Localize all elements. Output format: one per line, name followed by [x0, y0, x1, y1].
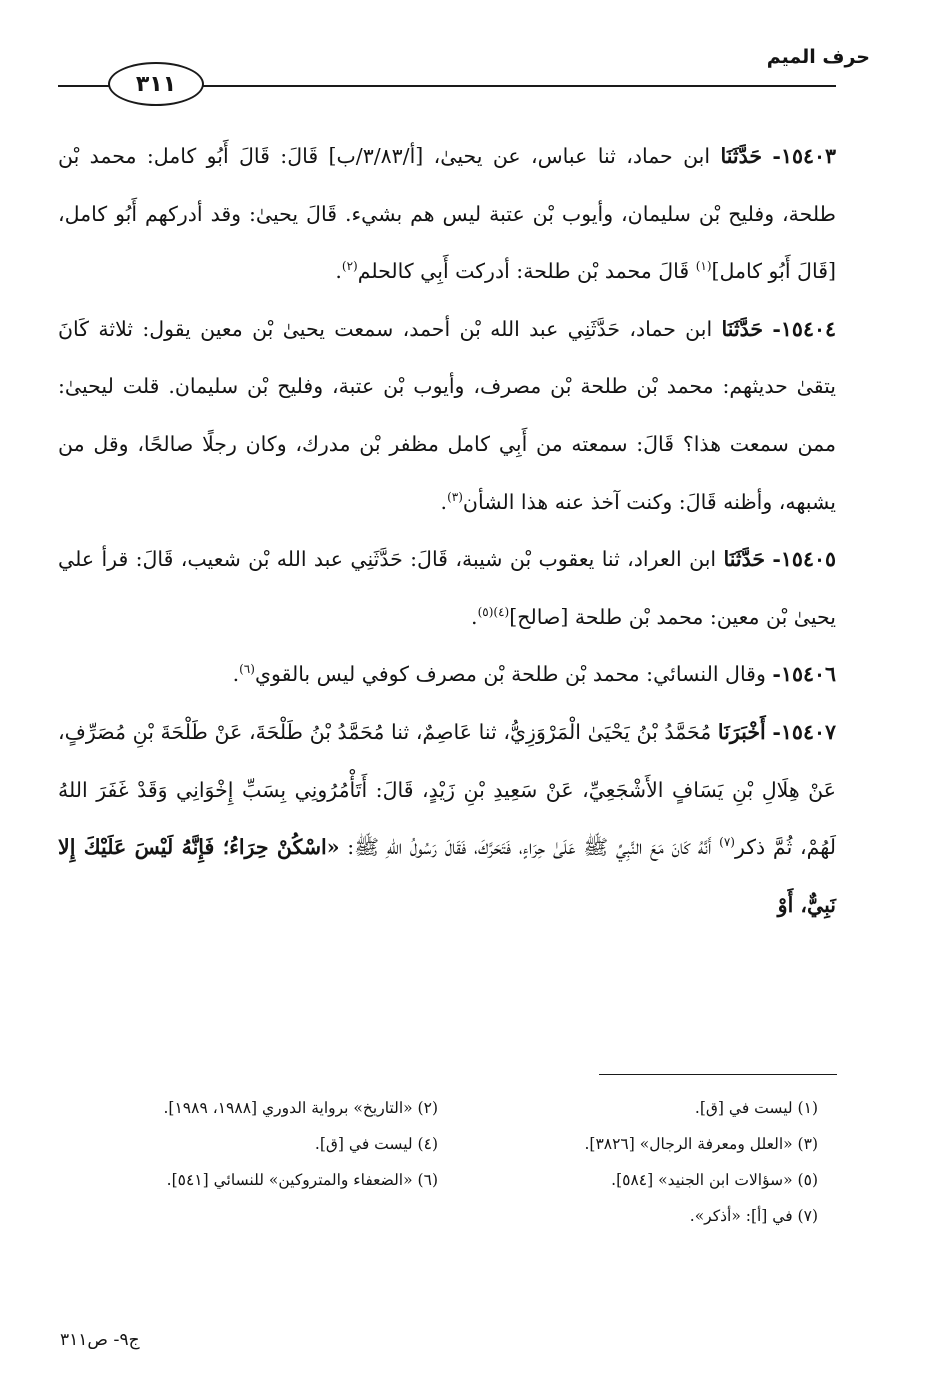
footnote-text: «الضعفاء والمتروكين» للنسائي [٥٤١]. — [166, 1171, 413, 1189]
page-number-text: ٣١١ — [135, 71, 177, 97]
footnote-rule — [599, 1074, 837, 1075]
footnote-7 — [438, 1198, 818, 1234]
footnote-ref[interactable]: (٦) — [239, 662, 255, 677]
footnote-6 — [58, 1162, 438, 1198]
footnote-text: «التاريخ» برواية الدوري [١٩٨٨، ١٩٨٩]. — [163, 1099, 413, 1117]
footnote-ref[interactable]: (٧) — [719, 835, 735, 850]
hadith-text-cont: . — [232, 662, 240, 687]
footnote-number: (٤) — [417, 1135, 438, 1153]
hadith-number: ١٥٤٠٦- — [772, 662, 836, 687]
footnote-ref[interactable]: (٣) — [447, 489, 463, 504]
footnote-ref[interactable]: (٢) — [341, 259, 358, 274]
transmission-word: أَخْبَرَنَا — [717, 719, 766, 744]
transmission-word: حَدَّثَنَا — [721, 316, 764, 341]
prophetic-quote: «اسْكُنْ حِرَاءُ؛ فَإِنَّهُ لَيْسَ عَلَيْكَ إِلا نَبِيٌّ، أَوْ — [58, 835, 836, 917]
chapter-title: حرف الميم — [766, 46, 870, 68]
hadith-text-cont: أَنَّهُ كَانَ مَعَ النَّبِيِّ ﷺ عَلَىٰ حِرَاءٍ، فَتَحَرَّكَ، فَقَالَ رَسُولُ اللهِ ﷺ: — [339, 835, 720, 860]
hadith-text-cont: . — [471, 604, 478, 629]
hadith-number: ١٥٤٠٥- — [772, 547, 836, 572]
footnote-number: (٥) — [797, 1171, 818, 1189]
hadith-15406 — [58, 646, 836, 704]
footnote-text: ليست في [ق]. — [694, 1099, 793, 1117]
hadith-text: ابن العراد، ثنا يعقوب بْن شيبة، قَالَ: حَدَّثَنِي عبد الله بْن شعيب، قَالَ: قرأ علي يحيىٰ بْن معين: محمد بْن طلحة [صالح] — [58, 547, 836, 629]
footnote-3 — [438, 1126, 818, 1162]
transmission-word: حَدَّثَنَا — [720, 144, 763, 168]
footnote-text: «العلل ومعرفة الرجال» [٣٨٢٦]. — [584, 1135, 793, 1153]
page-number — [108, 62, 204, 106]
footnote-row — [58, 1126, 818, 1162]
hadith-15404 — [58, 301, 836, 531]
volume-page-marker: ج٩- ص٣١١ — [60, 1330, 140, 1350]
footnote-number: (١) — [797, 1099, 818, 1117]
hadith-text-end: . — [335, 259, 342, 284]
main-text — [58, 128, 836, 934]
footnote-row — [58, 1198, 818, 1234]
footnote-number: (٧) — [797, 1207, 818, 1225]
hadith-15403 — [58, 128, 836, 301]
hadith-text: ابن حماد، ثنا عباس، عن يحيىٰ، [أ/٣/٨٣/ب] قَالَ: قَالَ أَبُو كامل: محمد بْن طلحة، وفليح بْن سليمان، وأيوب بْن عتبة ليس هم بشيء. قَالَ يحيىٰ: وقد أدركهم أَبُو كامل، [قَالَ أَبُو كامل] — [58, 144, 836, 284]
hadith-number: ١٥٤٠٣- — [772, 144, 836, 168]
footnote-number: (٣) — [797, 1135, 818, 1153]
footnote-2 — [58, 1090, 438, 1126]
footnotes — [58, 1090, 818, 1234]
hadith-number: ١٥٤٠٧- — [772, 719, 836, 744]
footnote-row — [58, 1090, 818, 1126]
hadith-15405 — [58, 531, 836, 646]
hadith-text: مُحَمَّدُ بْنُ يَحْيَىٰ الْمَرْوَزِيُّ، ثنا عَاصِمٌ، ثنا مُحَمَّدُ بْنُ طَلْحَةَ، عَنْ طَلْحَةَ بْنِ مُصَرِّفٍ، عَنْ هِلَالِ بْنِ يَسَافٍ الأَشْجَعِيِّ، عَنْ سَعِيدِ بْنِ زَيْدٍ، قَالَ: أَتَأْمُرُونِي بِسَبِّ إِخْوَانِي وَقَدْ غَفَرَ اللهُ لَهُمْ، ثُمَّ ذكر — [58, 719, 836, 860]
footnote-5 — [438, 1162, 818, 1198]
hadith-text-cont: قَالَ محمد بْن طلحة: أدركت أَبِي كالحلم — [357, 259, 696, 284]
footnote-ref[interactable]: (١) — [695, 259, 712, 274]
footnote-text: ليست في [ق]. — [314, 1135, 413, 1153]
transmission-word: حَدَّثَنَا — [723, 547, 766, 572]
hadith-text: وقال النسائي: محمد بْن طلحة بْن مصرف كوفي ليس بالقوي — [254, 662, 766, 687]
footnote-row — [58, 1162, 818, 1198]
hadith-text-cont: . — [440, 489, 448, 514]
footnote-1 — [438, 1090, 818, 1126]
hadith-text: ابن حماد، حَدَّثَنِي عبد الله بْن أحمد، سمعت يحيىٰ بْن معين يقول: ثلاثة كَانَ يتقىٰ حديثهم: محمد بْن طلحة بْن مصرف، وأيوب بْن عتبة، وفليح بْن سليمان. قلت ليحيىٰ: ممن سمعت هذا؟ قَالَ: سمعته من أَبِي كامل مظفر بْن مدرك، وكان رجلًا صالحًا، وقل من يشبهه، وأظنه قَالَ: وكنت آخذ عنه هذا الشأن — [58, 316, 836, 514]
footnote-text: «سؤالات ابن الجنيد» [٥٨٤]. — [611, 1171, 793, 1189]
footnote-number: (٦) — [417, 1171, 438, 1189]
footnote-ref[interactable]: (٤)(٥) — [477, 604, 510, 619]
footnote-number: (٢) — [417, 1099, 438, 1117]
hadith-number: ١٥٤٠٤- — [772, 316, 836, 341]
footnote-text: في [أ]: «أذكر». — [689, 1207, 793, 1225]
footnote-4 — [58, 1126, 438, 1162]
hadith-15407 — [58, 704, 836, 934]
